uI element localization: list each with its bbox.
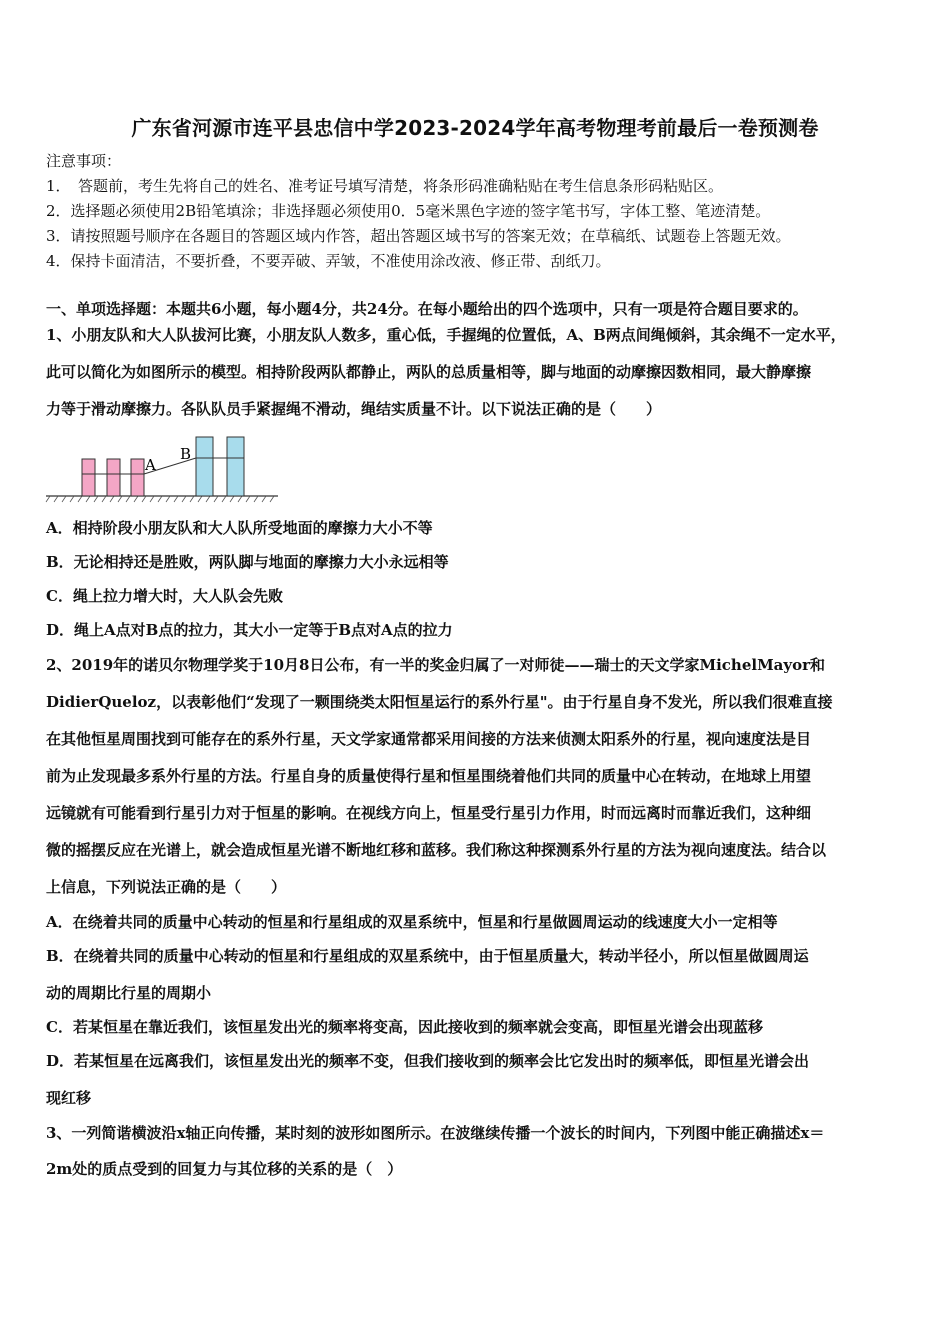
kid-block — [107, 459, 120, 496]
notice-item: 3．请按照题号顺序在各题目的答题区域内作答，超出答题区域书写的答案无效；在草稿纸、试题卷上答题无效。 — [46, 227, 791, 245]
kid-block — [82, 459, 95, 496]
q3-stem-line: 2m处的质点受到的回复力与其位移的关系的是（ ） — [46, 1160, 403, 1178]
q2-stem-line: 远镜就有可能看到行星引力对于恒星的影响。在视线方向上，恒星受行星引力作用，时而远离时而靠近我们，这种细 — [46, 804, 812, 822]
notice-item: 2．选择题必须使用2B铅笔填涂；非选择题必须使用0．5毫米黑色字迹的签字笔书写，字体工整、笔迹清楚。 — [46, 202, 771, 220]
q1-stem-line: 此可以简化为如图所示的模型。相持阶段两队都静止，两队的总质量相等，脚与地面的动摩擦因数相同，最大静摩擦 — [46, 363, 812, 381]
q2-stem-line: 上信息，下列说法正确的是（ ） — [46, 878, 287, 896]
q1-option: A．相持阶段小朋友队和大人队所受地面的摩擦力大小不等 — [46, 519, 433, 537]
notice-item: 1． 答题前，考生先将自己的姓名、准考证号填写清楚，将条形码准确粘贴在考生信息条形码粘贴区。 — [46, 177, 724, 195]
q2-option: A．在绕着共同的质量中心转动的恒星和行星组成的双星系统中，恒星和行星做圆周运动的线速度大小一定相等 — [46, 913, 778, 931]
ground-hatch — [46, 496, 274, 502]
page-title: 广东省河源市连平县忠信中学2023-2024学年高考物理考前最后一卷预测卷 — [131, 116, 819, 140]
label-a: A — [145, 456, 156, 474]
q2-stem-line: 前为止发现最多系外行星的方法。行星自身的质量使得行星和恒星围绕着他们共同的质量中心在转动，在地球上用望 — [46, 767, 812, 785]
q2-stem-line: 微的摇摆反应在光谱上，就会造成恒星光谱不断地红移和蓝移。我们称这种探测系外行星的方法为视向速度法。结合以 — [46, 841, 827, 859]
q2-stem-line: DidierQueloz，以表彰他们“发现了一颗围绕类太阳恒星运行的系外行星"。由于行星自身不发光，所以我们很难直接 — [46, 693, 833, 711]
section-heading: 一、单项选择题：本题共6小题，每小题4分，共24分。在每小题给出的四个选项中，只有一项是符合题目要求的。 — [46, 300, 808, 318]
q3-stem-line: 3、一列简谐横波沿x轴正向传播，某时刻的波形如图所示。在波继续传播一个波长的时间内，下列图中能正确描述x＝ — [46, 1124, 825, 1142]
kid-block — [131, 459, 144, 496]
q1-option: D．绳上A点对B点的拉力，其大小一定等于B点对A点的拉力 — [46, 621, 453, 639]
q1-stem-line: 1、小朋友队和大人队拔河比赛，小朋友队人数多，重心低，手握绳的位置低，A、B两点间绳倾斜，其余绳不一定水平， — [46, 326, 846, 344]
notice-heading: 注意事项： — [46, 152, 122, 170]
label-b: B — [180, 445, 192, 463]
adult-block — [227, 437, 244, 496]
q1-option: C．绳上拉力增大时，大人队会先败 — [46, 587, 283, 605]
q1-stem-line: 力等于滑动摩擦力。各队队员手紧握绳不滑动，绳结实质量不计。以下说法正确的是（ ） — [46, 400, 662, 418]
q2-option-continued: 动的周期比行星的周期小 — [46, 984, 212, 1002]
q2-option: B．在绕着共同的质量中心转动的恒星和行星组成的双星系统中，由于恒星质量大，转动半径小，所以恒星做圆周运 — [46, 947, 809, 965]
tug-of-war-figure — [44, 430, 284, 506]
q2-stem-line: 2、2019年的诺贝尔物理学奖于10月8日公布，有一半的奖金归属了一对师徒——瑞士的天文学家MichelMayor和 — [46, 656, 826, 674]
notice-item: 4．保持卡面清洁，不要折叠，不要弄破、弄皱，不准使用涂改液、修正带、刮纸刀。 — [46, 252, 611, 270]
adult-block — [196, 437, 213, 496]
q2-option: C．若某恒星在靠近我们，该恒星发出光的频率将变高，因此接收到的频率就会变高，即恒星光谱会出现蓝移 — [46, 1018, 763, 1036]
q2-stem-line: 在其他恒星周围找到可能存在的系外行星，天文学家通常都采用间接的方法来侦测太阳系外的行星，视向速度法是目 — [46, 730, 812, 748]
q1-option: B．无论相持还是胜败，两队脚与地面的摩擦力大小永远相等 — [46, 553, 449, 571]
q2-option: D．若某恒星在远离我们，该恒星发出光的频率不变，但我们接收到的频率会比它发出时的频率低，即恒星光谱会出 — [46, 1052, 810, 1070]
q2-option-continued: 现红移 — [46, 1089, 92, 1107]
